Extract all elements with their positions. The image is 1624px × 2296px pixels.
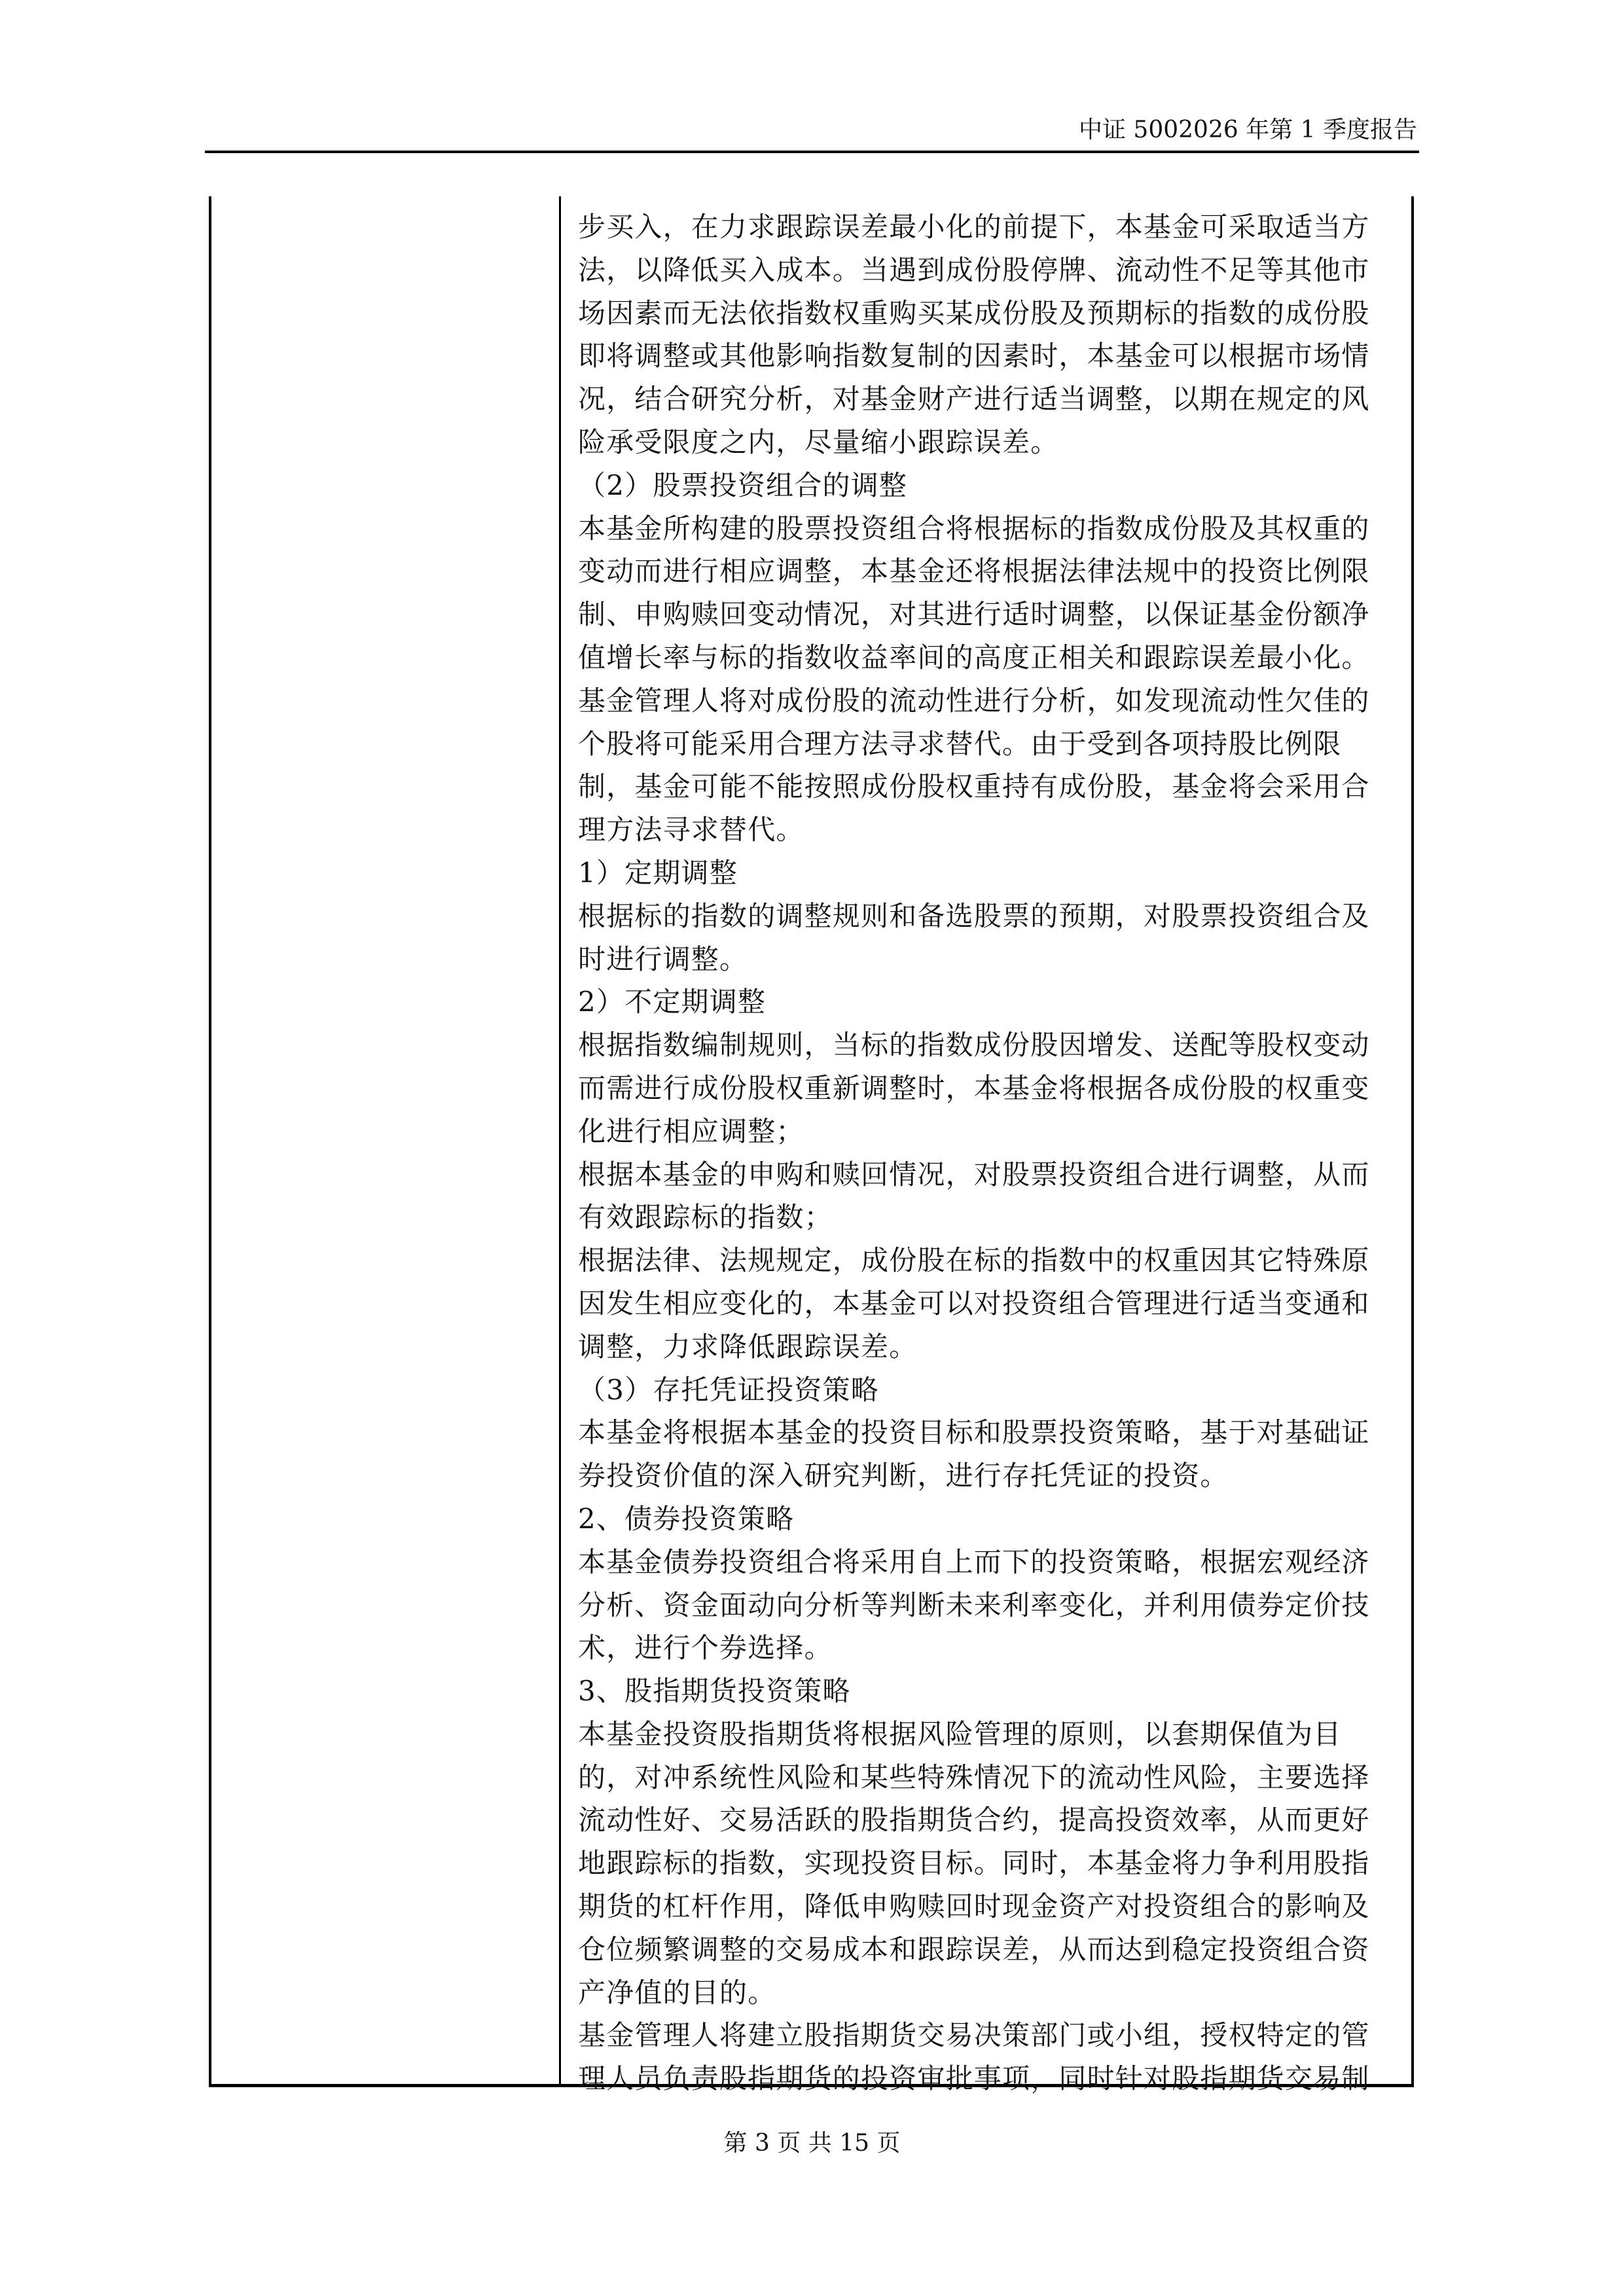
text-line: 根据指数编制规则，当标的指数成份股因增发、送配等股权变动: [578, 1029, 1370, 1062]
text-line: 即将调整或其他影响指数复制的因素时，本基金可以根据市场情: [578, 340, 1370, 372]
text-line: 术，进行个券选择。: [578, 1632, 833, 1664]
text-line: 仓位频繁调整的交易成本和跟踪误差，从而达到稳定投资组合资: [578, 1933, 1370, 1965]
text-line: 理方法寻求替代。: [578, 814, 804, 846]
text-line: 根据法律、法规规定，成份股在标的指数中的权重因其它特殊原: [578, 1244, 1370, 1277]
text-line: 险承受限度之内，尽量缩小跟踪误差。: [578, 425, 1059, 458]
text-line: 基金管理人将建立股指期货交易决策部门或小组，授权特定的管: [578, 2019, 1370, 2052]
text-line: 本基金投资股指期货将根据风险管理的原则，以套期保值为目: [578, 1717, 1342, 1750]
text-line: 调整，力求降低跟踪误差。: [578, 1330, 918, 1363]
section-heading: 3、股指期货投资策略: [578, 1675, 851, 1708]
text-line: 制、申购赎回变动情况，对其进行适时调整，以保证基金份额净: [578, 598, 1370, 631]
text-line: 理人员负责股指期货的投资审批事项，同时针对股指期货交易制: [578, 2062, 1370, 2095]
text-line: 变动而进行相应调整，本基金还将根据法律法规中的投资比例限: [578, 555, 1370, 588]
text-line: 有效跟踪标的指数；: [578, 1201, 833, 1234]
report-header-title: 中证 5002026 年第 1 季度报告: [1078, 117, 1417, 143]
text-line: 本基金所构建的股票投资组合将根据标的指数成份股及其权重的: [578, 512, 1370, 545]
text-line: 值增长率与标的指数收益率间的高度正相关和跟踪误差最小化。: [578, 641, 1370, 673]
section-heading: （2）股票投资组合的调整: [578, 469, 908, 501]
text-line: 而需进行成份股权重新调整时，本基金将根据各成份股的权重变: [578, 1071, 1370, 1104]
text-line: 根据本基金的申购和赎回情况，对股票投资组合进行调整，从而: [578, 1158, 1370, 1191]
text-line: 制，基金可能不能按照成份股权重持有成份股，基金将会采用合: [578, 770, 1370, 803]
table-right-cell: [578, 206, 1403, 2100]
section-heading: （3）存托凭证投资策略: [578, 1373, 879, 1406]
text-line: 基金管理人将对成份股的流动性进行分析，如发现流动性欠佳的: [578, 684, 1370, 717]
subsection-heading: 2）不定期调整: [578, 986, 767, 1018]
text-line: 时进行调整。: [578, 942, 748, 975]
text-line: 券投资价值的深入研究判断，进行存托凭证的投资。: [578, 1460, 1229, 1492]
text-line: 的，对冲系统性风险和某些特殊情况下的流动性风险，主要选择: [578, 1761, 1370, 1793]
text-line: 况，结合研究分析，对基金财产进行适当调整，以期在规定的风: [578, 383, 1370, 416]
text-line: 分析、资金面动向分析等判断未来利率变化，并利用债券定价技: [578, 1588, 1370, 1621]
text-line: 化进行相应调整；: [578, 1115, 804, 1147]
text-line: 本基金将根据本基金的投资目标和股票投资策略，基于对基础证: [578, 1416, 1370, 1449]
section-heading: 2、债券投资策略: [578, 1502, 795, 1535]
text-line: 因发生相应变化的，本基金可以对投资组合管理进行适当变通和: [578, 1287, 1370, 1319]
table-left-cell: [211, 196, 559, 2084]
text-line: 流动性好、交易活跃的股指期货合约，提高投资效率，从而更好: [578, 1804, 1370, 1837]
text-line: 法，以降低买入成本。当遇到成份股停牌、流动性不足等其他市: [578, 253, 1370, 286]
text-line: 期货的杠杆作用，降低申购赎回时现金资产对投资组合的影响及: [578, 1890, 1370, 1923]
subsection-heading: 1）定期调整: [578, 856, 738, 889]
text-line: 地跟踪标的指数，实现投资目标。同时，本基金将力争利用股指: [578, 1847, 1370, 1880]
column-divider: [559, 196, 561, 2084]
text-line: 步买入，在力求跟踪误差最小化的前提下，本基金可采取适当方: [578, 211, 1370, 243]
page-number-footer: 第 3 页 共 15 页: [723, 2130, 901, 2157]
text-line: 本基金债券投资组合将采用自上而下的投资策略，根据宏观经济: [578, 1545, 1370, 1578]
header-divider: [205, 151, 1419, 153]
text-line: 个股将可能采用合理方法寻求替代。由于受到各项持股比例限: [578, 727, 1342, 760]
text-line: 场因素而无法依指数权重购买某成份股及预期标的指数的成份股: [578, 296, 1370, 329]
content-table: [209, 196, 1414, 2095]
text-line: 产净值的目的。: [578, 1976, 776, 2009]
text-line: 根据标的指数的调整规则和备选股票的预期，对股票投资组合及: [578, 899, 1370, 932]
